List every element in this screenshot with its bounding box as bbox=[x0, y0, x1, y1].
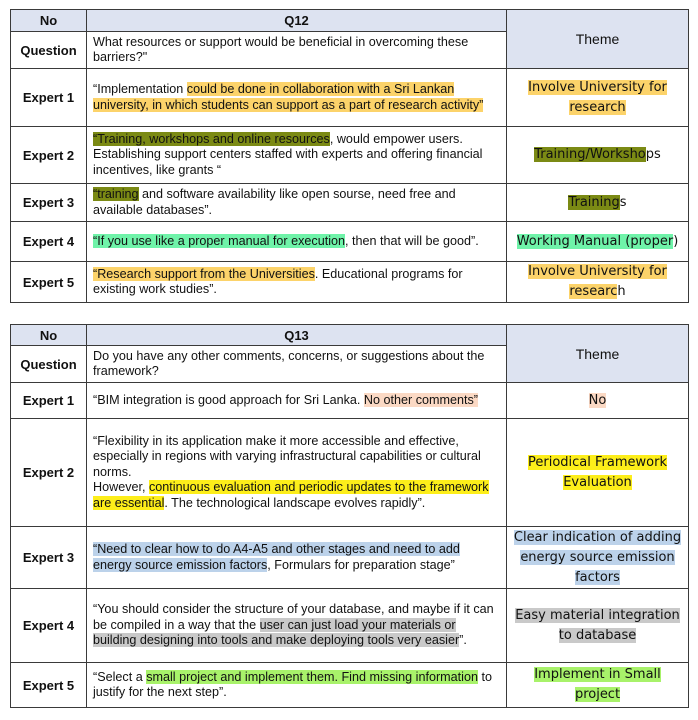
expert-theme bbox=[507, 222, 689, 262]
highlighted-text: Training/Worksho bbox=[534, 147, 646, 162]
expert-label: Expert 3 bbox=[11, 527, 87, 589]
answer-text: . Educational programs for existing work studies”. bbox=[93, 266, 463, 296]
expert-theme bbox=[507, 127, 689, 184]
header-theme: Theme bbox=[507, 325, 689, 383]
answer-text: and software availability like open sourse, need free and available databases”. bbox=[93, 187, 456, 217]
answer-text: s bbox=[619, 194, 627, 210]
highlighted-text: No other comments” bbox=[363, 392, 479, 407]
highlighted-text: Involve University for researc bbox=[528, 264, 667, 299]
expert-label: Expert 4 bbox=[11, 222, 87, 262]
header-theme: Theme bbox=[507, 10, 689, 69]
highlighted-text: could be done in collaboration with a Sri Lankan university, in which students can support as a part of research activity” bbox=[93, 82, 484, 112]
expert-label: Expert 2 bbox=[11, 127, 87, 184]
expert-label: Expert 5 bbox=[11, 262, 87, 303]
expert-theme bbox=[507, 663, 689, 708]
answer-text: . The technological landscape evolves rapidly”. bbox=[164, 495, 426, 510]
table-row bbox=[11, 127, 689, 184]
expert-answer bbox=[87, 527, 507, 589]
highlighted-text: continuous evaluation and periodic updates to the framework are essential bbox=[93, 480, 489, 510]
expert-theme bbox=[507, 527, 689, 589]
table-row bbox=[11, 184, 689, 222]
answer-text: ”. bbox=[459, 633, 467, 648]
answer-text: “Implementation bbox=[93, 82, 187, 96]
expert-label: Expert 3 bbox=[11, 184, 87, 222]
expert-label: Expert 2 bbox=[11, 419, 87, 527]
answer-text: h bbox=[617, 284, 626, 299]
expert-answer bbox=[87, 419, 507, 527]
highlighted-text: Clear indication of adding energy source emission factors bbox=[513, 529, 682, 585]
header-no: No bbox=[11, 325, 87, 346]
table-row bbox=[11, 69, 689, 127]
highlighted-text: user can just load your materials or building designing into tools and make deploying tools very easier bbox=[93, 617, 460, 648]
expert-answer bbox=[87, 69, 507, 127]
answer-text: “Flexibility in its application make it more accessible and effective, especially in regions with varying infrastructural capabilities or cultural norms. bbox=[93, 433, 481, 479]
highlighted-text: “training bbox=[93, 187, 139, 201]
table-row bbox=[11, 527, 689, 589]
answer-text: However, bbox=[93, 480, 149, 495]
expert-label: Expert 1 bbox=[11, 69, 87, 127]
expert-theme bbox=[507, 184, 689, 222]
expert-theme bbox=[507, 383, 689, 419]
expert-label: Expert 5 bbox=[11, 663, 87, 708]
header-question-id: Q12 bbox=[87, 10, 507, 32]
question-label: Question bbox=[11, 32, 87, 69]
expert-answer bbox=[87, 383, 507, 419]
highlighted-text: Periodical Framework Evaluation bbox=[528, 454, 667, 490]
answer-text: ps bbox=[645, 147, 661, 162]
highlighted-text: Easy material integration to database bbox=[515, 607, 680, 643]
expert-answer bbox=[87, 184, 507, 222]
q13-table bbox=[10, 324, 689, 708]
answer-text: “BIM integration is good approach for Sri Lanka. bbox=[93, 392, 364, 407]
table-row bbox=[11, 663, 689, 708]
table-row bbox=[11, 419, 689, 527]
expert-answer bbox=[87, 589, 507, 663]
highlighted-text: Involve University for research bbox=[528, 79, 667, 115]
highlighted-text: “If you use like a proper manual for execution bbox=[93, 233, 346, 248]
table-row bbox=[11, 589, 689, 663]
highlighted-text: “Training, workshops and online resources bbox=[93, 131, 330, 146]
table-row bbox=[11, 262, 689, 303]
answer-text: , then that will be good”. bbox=[345, 233, 479, 248]
expert-answer bbox=[87, 663, 507, 708]
header-question-id: Q13 bbox=[87, 325, 507, 346]
question-text: Do you have any other comments, concerns, or suggestions about the framework? bbox=[87, 346, 507, 383]
highlighted-text: Implement in Small project bbox=[534, 667, 661, 702]
expert-theme bbox=[507, 262, 689, 303]
answer-text: to justify for the next step”. bbox=[93, 669, 492, 699]
answer-text: ) bbox=[673, 233, 679, 249]
highlighted-text: “Need to clear how to do A4-A5 and other stages and need to add energy source emission factors bbox=[93, 542, 460, 572]
expert-theme bbox=[507, 69, 689, 127]
expert-label: Expert 4 bbox=[11, 589, 87, 663]
answer-text: , Formulars for preparation stage” bbox=[267, 557, 455, 572]
expert-theme bbox=[507, 419, 689, 527]
answer-text: “Select a bbox=[93, 669, 147, 684]
question-label: Question bbox=[11, 346, 87, 383]
table-row bbox=[11, 383, 689, 419]
highlighted-text: Working Manual (proper bbox=[516, 233, 674, 249]
q12-table bbox=[10, 9, 689, 303]
expert-answer bbox=[87, 262, 507, 303]
highlighted-text: “Research support from the Universities bbox=[93, 266, 315, 281]
highlighted-text: small project and implement them. Find missing information bbox=[146, 669, 478, 684]
question-text: What resources or support would be beneficial in overcoming these barriers?" bbox=[87, 32, 507, 69]
expert-theme bbox=[507, 589, 689, 663]
answer-text: , would empower users. Establishing support centers staffed with experts and offering financial incentives, like grants “ bbox=[93, 131, 483, 177]
table-row bbox=[11, 222, 689, 262]
expert-answer bbox=[87, 222, 507, 262]
highlighted-text: No bbox=[588, 392, 607, 408]
answer-text: “You should consider the structure of your database, and maybe if it can be compiled in a way that the bbox=[93, 602, 494, 632]
highlighted-text: Training bbox=[568, 194, 620, 210]
header-no: No bbox=[11, 10, 87, 32]
expert-label: Expert 1 bbox=[11, 383, 87, 419]
expert-answer bbox=[87, 127, 507, 184]
